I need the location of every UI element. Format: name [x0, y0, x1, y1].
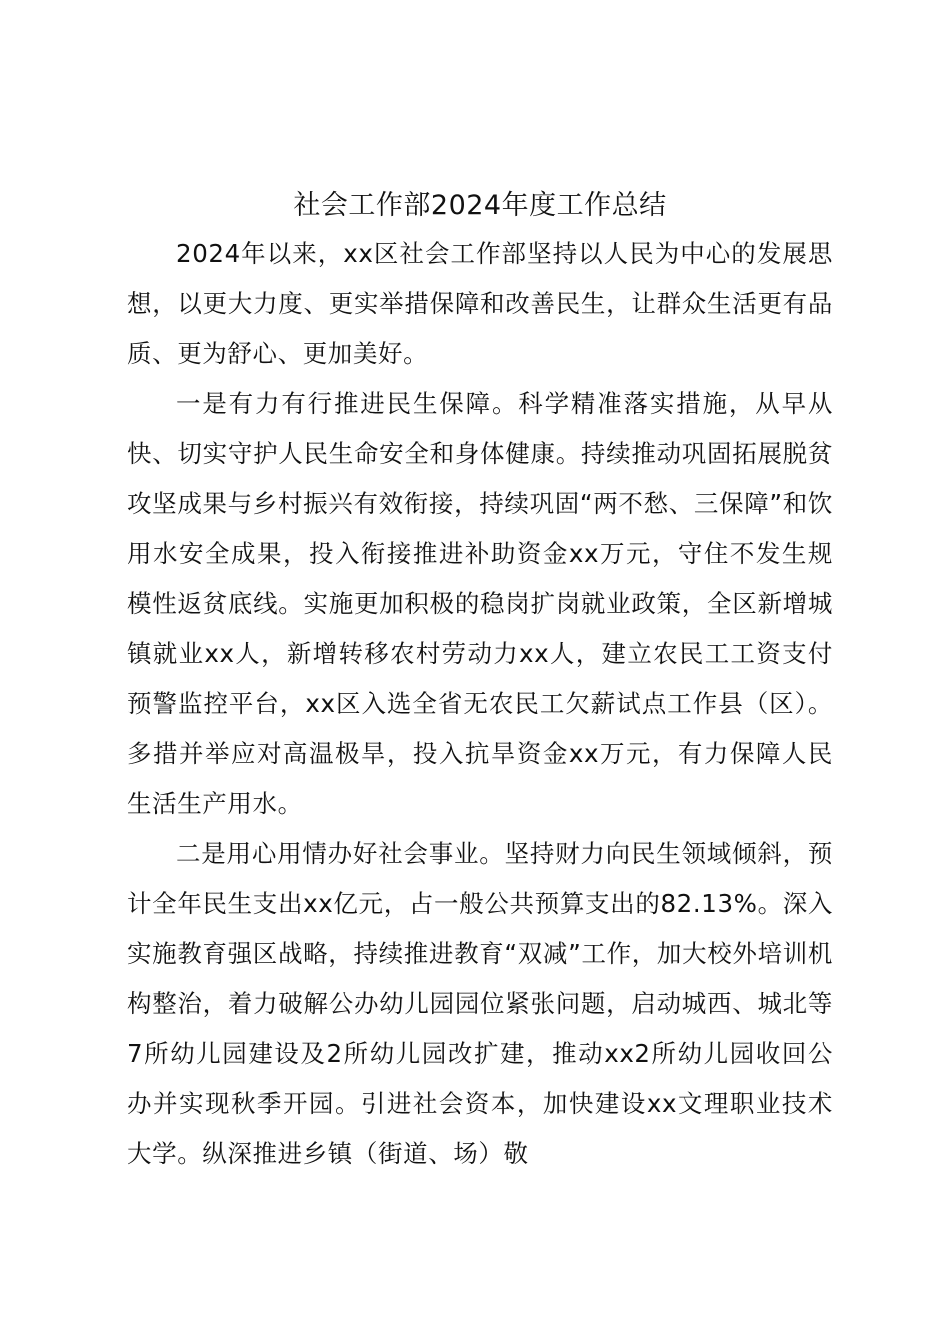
paragraph-livelihood-security: 一是有力有行推进民生保障。科学精准落实措施，从早从快、切实守护人民生命安全和身体健康。持续推动巩固拓展脱贫攻坚成果与乡村振兴有效衔接，持续巩固“两不愁、三保障”和饮用水安全成果，投入衔接推进补助资金xx万元，守住不发生规模性返贫底线。实施更加积极的稳岗扩岗就业政策，全区新增城镇就业xx人，新增转移农村劳动力xx人，建立农民工工资支付预警监控平台，xx区入选全省无农民工欠薪试点工作县（区）。多措并举应对高温极旱，投入抗旱资金xx万元，有力保障人民生活生产用水。 [127, 389, 833, 818]
paragraph-intro: 2024年以来，xx区社会工作部坚持以人民为中心的发展思想，以更大力度、更实举措保障和改善民生，让群众生活更有品质、更为舒心、更加美好。 [127, 239, 833, 368]
document-title: 社会工作部2024年度工作总结 [293, 190, 667, 221]
paragraph-social-undertakings: 二是用心用情办好社会事业。坚持财力向民生领域倾斜，预计全年民生支出xx亿元，占一般公共预算支出的82.13%。深入实施教育强区战略，持续推进教育“双减”工作，加大校外培训机构整治，着力破解公办幼儿园园位紧张问题，启动城西、城北等7所幼儿园建设及2所幼儿园改扩建，推动xx2所幼儿园收回公办并实现秋季开园。引进社会资本，加快建设xx文理职业技术大学。纵深推进乡镇（街道、场）敬 [127, 839, 833, 1168]
document-page [127, 183, 833, 1179]
